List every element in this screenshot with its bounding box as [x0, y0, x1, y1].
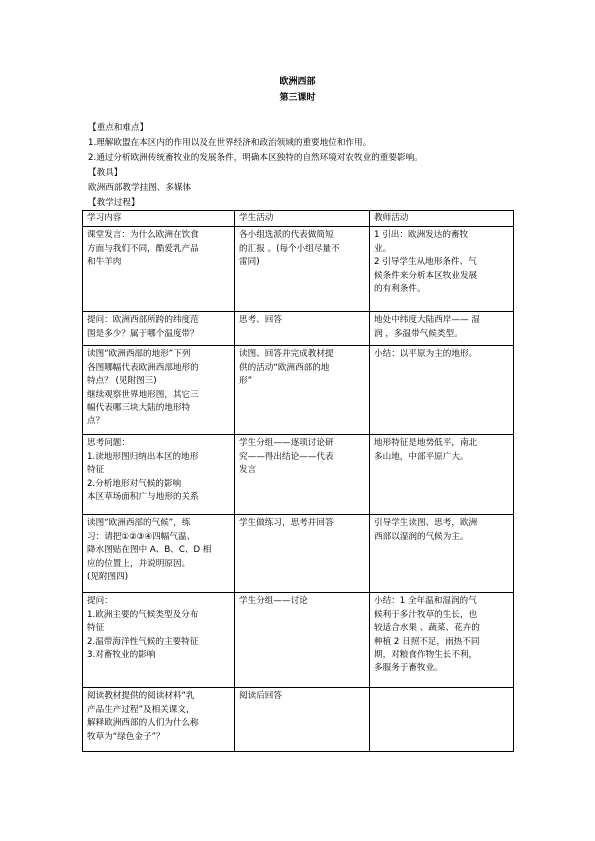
table-header-row — [83, 211, 514, 227]
cell-student-activity: 读图、回答并完成教材提 供的活动“欧洲西部的地 形” — [235, 346, 370, 435]
header-learning-content: 学习内容 — [83, 211, 235, 227]
table-row — [83, 227, 514, 312]
cell-learning-content: 读图“欧洲西部的地形”下列 各图哪幅代表欧洲西部地形的 特点？ (见附图三) 继续观察世界地形图，其它三 幅代表哪三块大陆的地形特 点？ — [83, 346, 235, 435]
process-heading: 【教学过程】 — [88, 198, 140, 208]
header-teacher-activity: 教师活动 — [370, 211, 514, 227]
table-row — [83, 346, 514, 435]
cell-teacher-activity: 1 引出：欧洲发达的畜牧 业。 2 引导学生从地形条件、气 候条件来分析本区牧业发展 的有利条件。 — [370, 227, 514, 312]
cell-teacher-activity: 小结：1 全年温和湿润的气 候利于多汁牧草的生长，也 较适合水果 、蔬菜、花卉的 种植 2 日照不足，雨热不同 期，对粮食作物生长不利， 多服务于畜牧业。 — [370, 593, 514, 688]
cell-learning-content: 课堂发言：为什么欧洲在饮食 方面与我们不同，酷爱乳产品 和牛羊肉 — [83, 227, 235, 312]
cell-student-activity: 学生分组——讨论 — [235, 593, 370, 688]
cell-teacher-activity: 小结：以平原为主的地形。 — [370, 346, 514, 435]
header-student-activity: 学生活动 — [235, 211, 370, 227]
table-row — [83, 593, 514, 688]
cell-student-activity: 学生分组——逐项讨论研 究——得出结论——代表 发言 — [235, 435, 370, 515]
table-row — [83, 435, 514, 515]
cell-learning-content: 思考问题： 1.读地形图归纳出本区的地形 特征 2.分析地形对气候的影响 本区草场面积广与地形的关系 — [83, 435, 235, 515]
tools-text: 欧洲西部教学挂图、多媒体 — [88, 183, 192, 193]
cell-learning-content: 提问：欧洲西部所跨的纬度范 围是多少？属于哪个温度带？ — [83, 312, 235, 346]
focus-heading: 【重点和难点】 — [88, 123, 149, 133]
cell-teacher-activity — [370, 688, 514, 752]
focus-item-1: 1.理解欧盟在本区内的作用以及在世界经济和政治领域的重要地位和作用。 — [88, 138, 372, 148]
cell-teacher-activity: 地处中纬度大陆西岸—— 湿 润 ，多温带气候类型。 — [370, 312, 514, 346]
cell-learning-content: 提问： 1.欧洲主要的气候类型及分布 特征 2.温带海洋性气候的主要特征 3.对畜牧业的影响 — [83, 593, 235, 688]
cell-learning-content: 阅读教材提供的阅读材料“乳 产品生产过程”及相关课文， 解释欧洲西部的人们为什么称 牧草为“绿色金子”？ — [83, 688, 235, 752]
table-row — [83, 312, 514, 346]
cell-student-activity: 学生做练习，思考并回答 — [235, 515, 370, 593]
cell-teacher-activity: 地形特征是地势低平，南北 多山地，中部平原广大。 — [370, 435, 514, 515]
teaching-process-table — [82, 210, 514, 752]
cell-student-activity: 思考、回答 — [235, 312, 370, 346]
cell-student-activity: 各小组选派的代表做简短 的汇报 。(每个小组尽量不 雷同) — [235, 227, 370, 312]
page-subtitle: 第三课时 — [279, 93, 316, 103]
cell-student-activity: 阅读后回答 — [235, 688, 370, 752]
cell-learning-content: 读图“欧洲西部的气候”，练 习：请把①②③④四幅气温、 降水图贴在图中 A、B、C、D 相 应的位置上，并说明原因。 (见附图四) — [83, 515, 235, 593]
page-title: 欧洲西部 — [279, 77, 316, 87]
tools-heading: 【教具】 — [88, 168, 123, 178]
table-row — [83, 688, 514, 752]
table-row — [83, 515, 514, 593]
cell-teacher-activity: 引导学生读图、思考，欧洲 西部以湿润的气候为主。 — [370, 515, 514, 593]
focus-item-2: 2.通过分析欧洲传统畜牧业的发展条件，明确本区独特的自然环境对农牧业的重要影响。 — [88, 153, 423, 163]
